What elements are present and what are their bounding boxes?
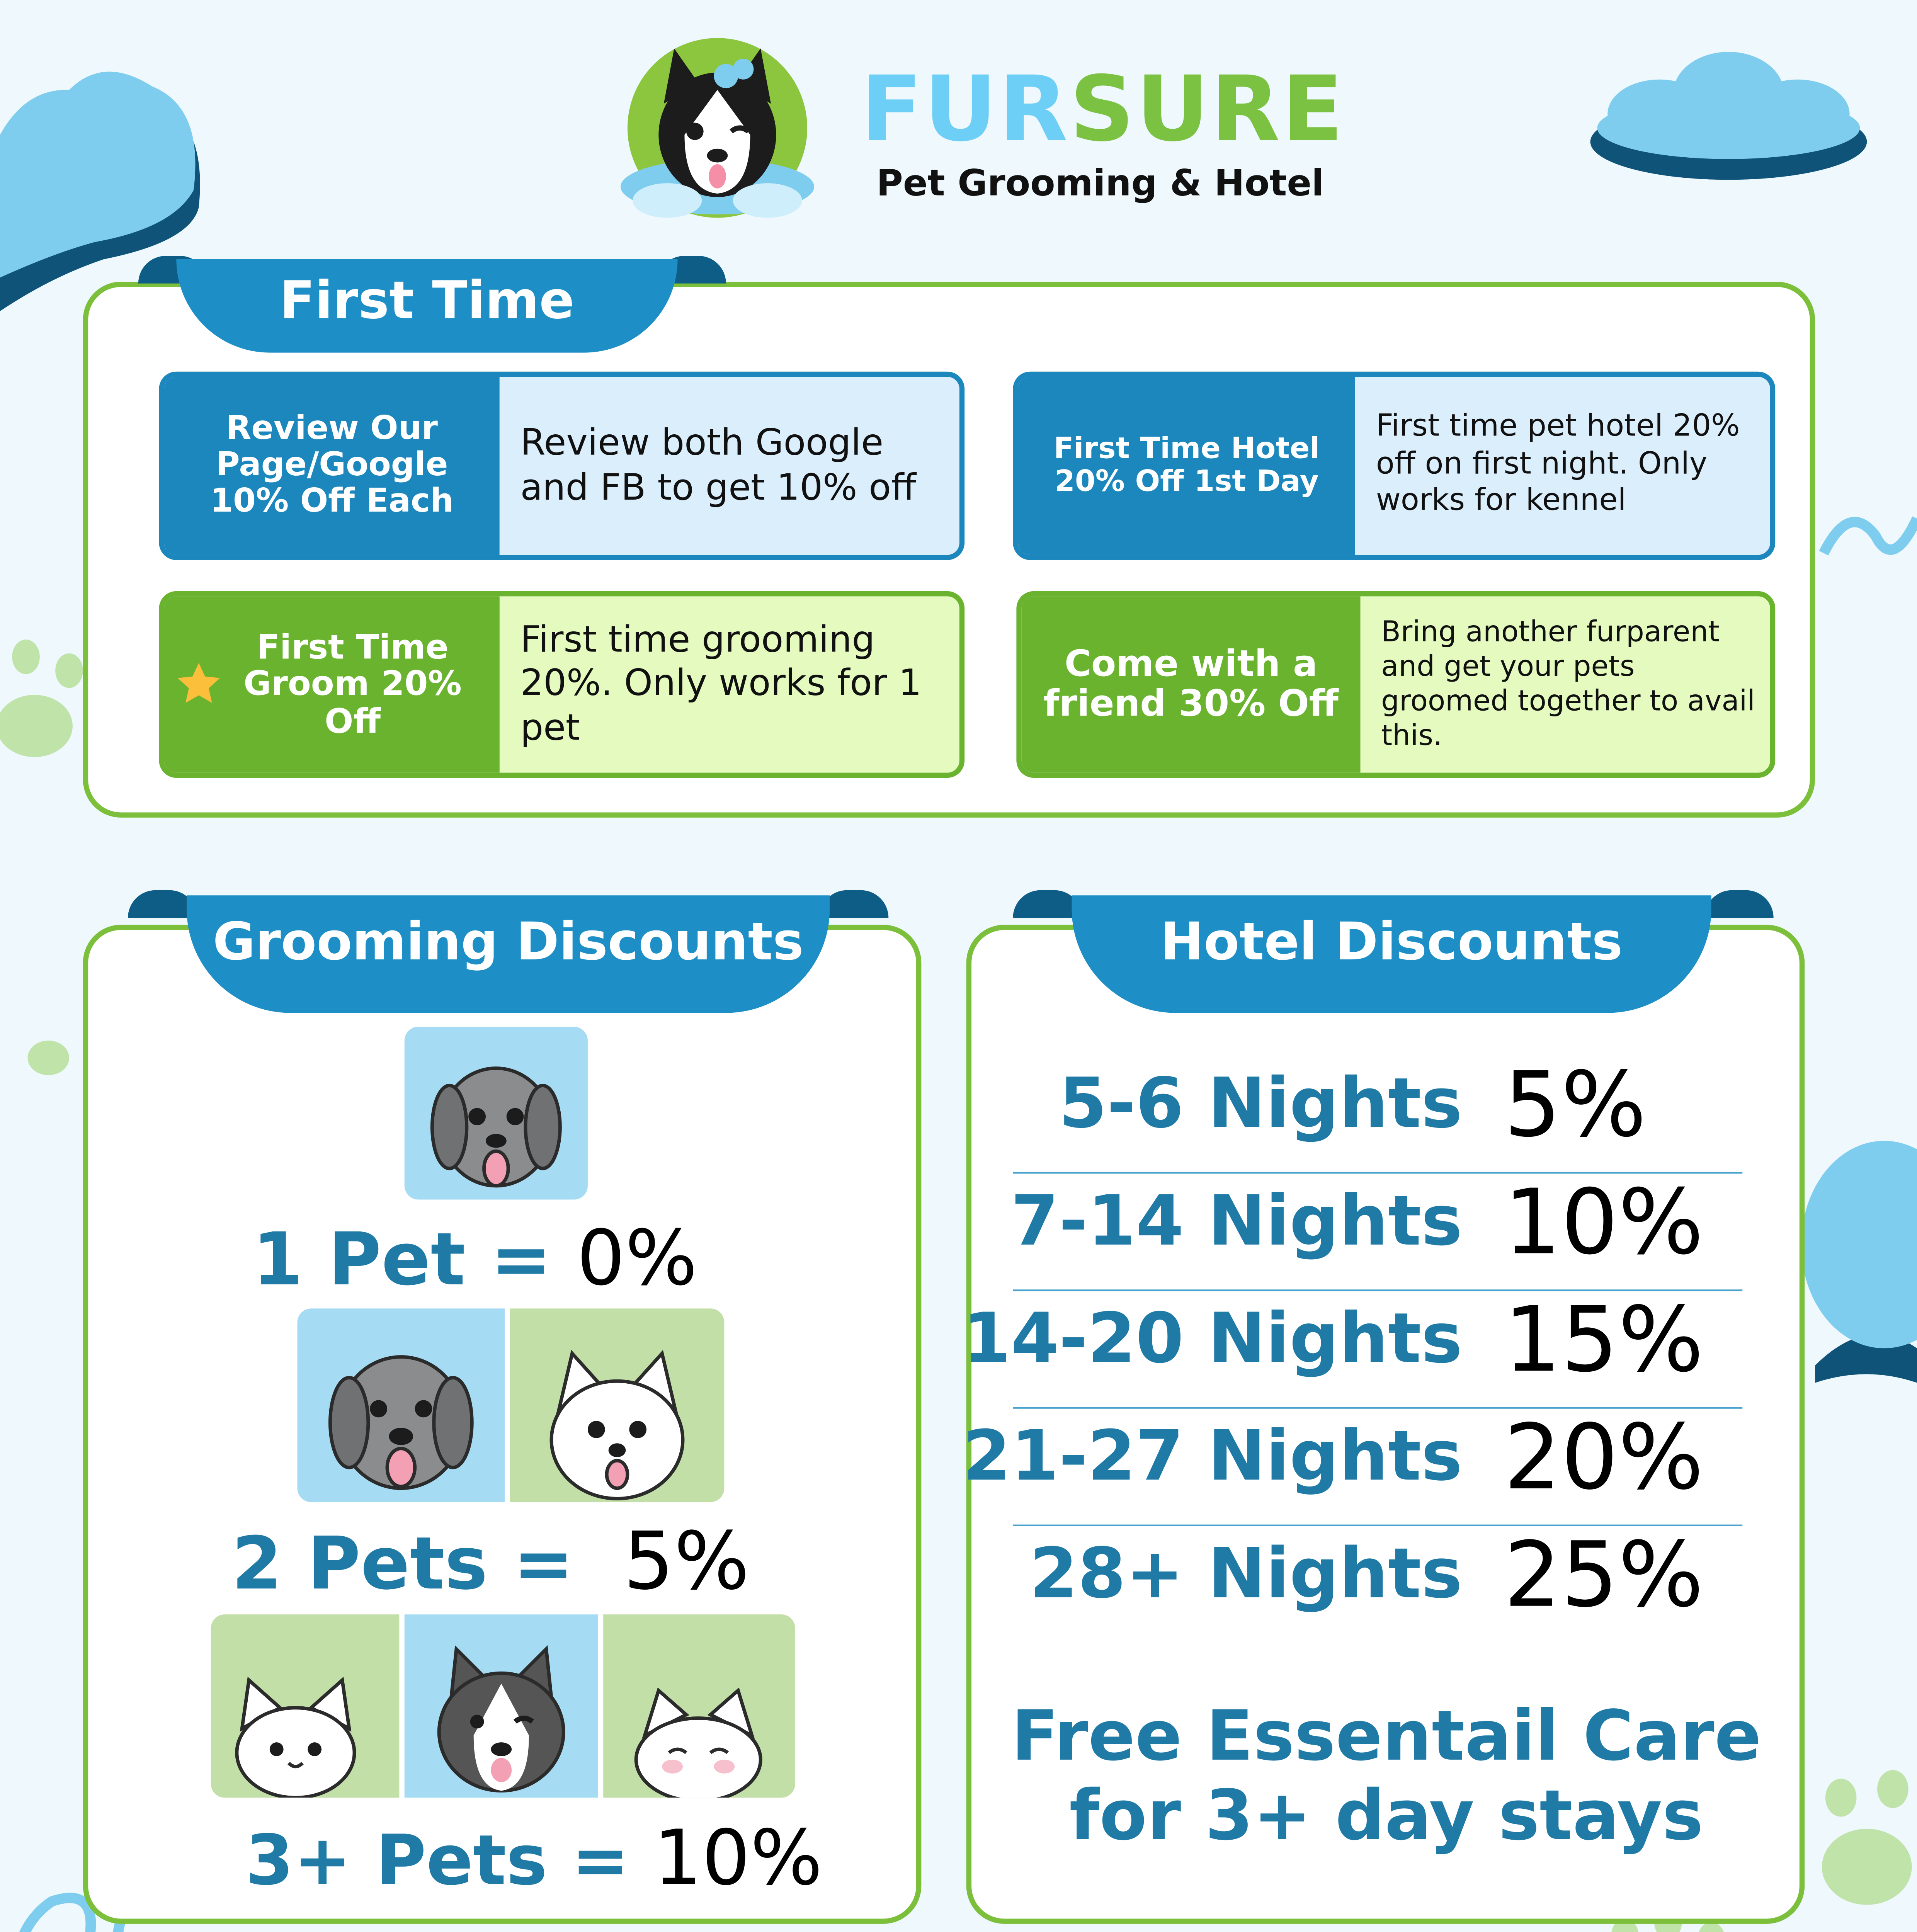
cloud-topright-icon — [1590, 52, 1867, 180]
free-care-line1: Free Essentail Care — [1011, 1697, 1762, 1777]
tier-label: 28+ Nights — [1029, 1535, 1463, 1615]
card-label-text: First Time Groom 20% Off — [243, 627, 462, 741]
brand-name-part1: FUR — [861, 59, 1070, 163]
tier-label: 1 Pet = — [252, 1217, 552, 1302]
tier-label: 3+ Pets = — [245, 1821, 629, 1901]
gray-dog-icon — [297, 1308, 505, 1502]
white-dog-icon — [510, 1308, 725, 1502]
dog-tile — [510, 1308, 725, 1502]
card-text: First time pet hotel 20% off on first night. Only works for kennel — [1355, 377, 1770, 555]
cloud-right-icon — [1801, 1141, 1917, 1383]
cat-tile — [211, 1614, 400, 1798]
hotel-tier-row — [1013, 1054, 1742, 1174]
tier-label: 2 Pets = — [231, 1521, 574, 1606]
cat-tile — [603, 1614, 795, 1798]
grooming-title: Grooming Discounts — [187, 895, 830, 1013]
review-discount-card — [159, 372, 965, 560]
tier-discount: 20% — [1504, 1407, 1704, 1511]
white-cat-icon — [603, 1614, 795, 1798]
tier-discount: 10% — [1504, 1172, 1704, 1276]
first-time-title: First Time — [176, 259, 677, 353]
friend-discount-card — [1016, 591, 1775, 778]
tier-label: 7-14 Nights — [1010, 1182, 1463, 1262]
hotel-title: Hotel Discounts — [1072, 895, 1711, 1013]
free-care-note — [971, 1697, 1801, 1857]
tier-discount: 10% — [653, 1815, 823, 1903]
brand-name-part2: SURE — [1070, 59, 1345, 163]
grooming-tier-1 — [252, 1215, 697, 1303]
star-icon — [173, 658, 225, 710]
dog-tile — [297, 1308, 505, 1502]
grooming-tier-3 — [245, 1815, 822, 1903]
tier-discount: 0% — [577, 1215, 697, 1303]
tier-label: 5-6 Nights — [1059, 1065, 1463, 1145]
brand-subtitle: Pet Grooming & Hotel — [876, 162, 1324, 204]
first-time-groom-card — [159, 591, 965, 778]
card-label: First Time Hotel 20% Off 1st Day — [1018, 377, 1355, 555]
gray-cat-icon — [211, 1614, 400, 1798]
hotel-tier-row — [1013, 1525, 1742, 1642]
tier-label: 14-20 Nights — [963, 1299, 1463, 1379]
free-care-line2: for 3+ day stays — [1069, 1777, 1704, 1857]
tier-discount: 15% — [1504, 1289, 1704, 1393]
gray-dog-icon — [405, 1027, 588, 1199]
card-label: Review Our Page/Google 10% Off Each — [164, 377, 500, 555]
hotel-tier-row — [963, 1289, 1742, 1409]
card-text: Review both Google and FB to get 10% off — [500, 377, 959, 555]
tier-label: 21-27 Nights — [963, 1417, 1463, 1497]
tier-discount: 5% — [623, 1514, 750, 1608]
border-collie-icon — [405, 1614, 598, 1798]
brand-name — [861, 59, 1345, 163]
brand-logo — [616, 31, 820, 218]
tier-discount: 5% — [1504, 1054, 1647, 1158]
first-time-hotel-card — [1013, 372, 1775, 560]
hotel-tier-row — [963, 1407, 1742, 1526]
card-text: Bring another furparent and get your pets groomed together to avail this. — [1361, 596, 1770, 772]
husky-logo-icon — [616, 31, 820, 218]
card-text: First time grooming 20%. Only works for 1 pet — [500, 596, 959, 772]
grooming-tier-2 — [231, 1514, 749, 1608]
hotel-tier-row — [1010, 1172, 1742, 1291]
dog-tile — [405, 1027, 588, 1199]
dog-tile — [405, 1614, 598, 1798]
tier-discount: 25% — [1504, 1524, 1704, 1628]
card-label: Come with a friend 30% Off — [1022, 596, 1361, 772]
